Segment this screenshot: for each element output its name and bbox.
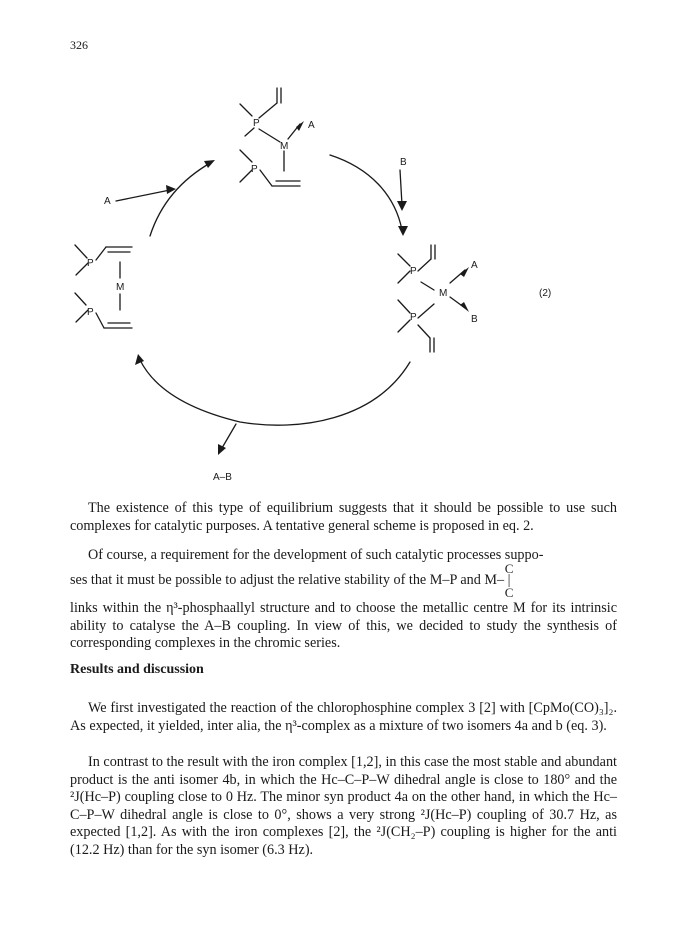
page-number: 326 [70, 38, 88, 52]
product-AB-label: A–B [213, 472, 232, 483]
incoming-A-label: A [104, 196, 111, 207]
top-M-label: M [280, 141, 289, 152]
paragraph-2-rest: links within the η³-phosphaallyl structure and to choose the metallic centre M for its intrinsic ability to catalyse the A–B coupling. In view of this, we decided to study the synthesis of corresponding complexes in the chromic series. [70, 600, 617, 652]
paragraph-1: The existence of this type of equilibrium suggests that it should be possible to use such complexes for catalytic purposes. A tentative general scheme is proposed in eq. 2. [70, 500, 617, 534]
left-M-label: M [116, 282, 125, 293]
paragraph-4: In contrast to the result with the iron complex [1,2], in this case the most stable and abundant product is the anti isomer 4b, in which the Hc–C–P–W dihedral angle is close to 180° and the ²J(Hc–P) coupling close to 0 Hz. The minor syn product 4a on the other hand, in which the Hc–C–P–W dihedral angle is close to 0°, shows a very strong ²J(Hc–P) coupling of 30.7 Hz, as expected [1,2]. As with the iron complexes [2], the ²J(CH₂–P) coupling is higher for the anti (12.2 Hz) than for the syn isomer (6.3 Hz). [70, 754, 617, 858]
paragraph-2-line2: ses that it must be possible to adjust the relative stability of the M–P and M– C | C [70, 561, 514, 600]
top-complex [240, 88, 300, 186]
right-P2-label: P [410, 312, 417, 323]
top-P-label: P [253, 118, 260, 129]
paragraph-2: Of course, a requirement for the development of such catalytic processes suppo- [88, 547, 544, 563]
right-P-label: P [410, 266, 417, 277]
top-A-label: A [308, 120, 315, 131]
top-P2-label: P [251, 164, 258, 175]
section-heading: Results and discussion [70, 662, 204, 677]
left-P2-label: P [87, 307, 94, 318]
incoming-B-label: B [400, 157, 407, 168]
right-B-label: B [471, 314, 478, 325]
right-complex [398, 245, 465, 352]
equation-number: (2) [539, 288, 552, 299]
left-P-label: P [87, 258, 94, 269]
carbon-bond-stack: C | C [504, 561, 514, 600]
right-A-label: A [471, 260, 478, 271]
right-M-label: M [439, 288, 448, 299]
paragraph-3: We first investigated the reaction of the chlorophosphine complex 3 [2] with [CpMo(CO)₃]₂. As expected, it yielded, inter alia, the η³-complex as a mixture of two isomers 4a and b (eq. 3). [70, 700, 617, 734]
